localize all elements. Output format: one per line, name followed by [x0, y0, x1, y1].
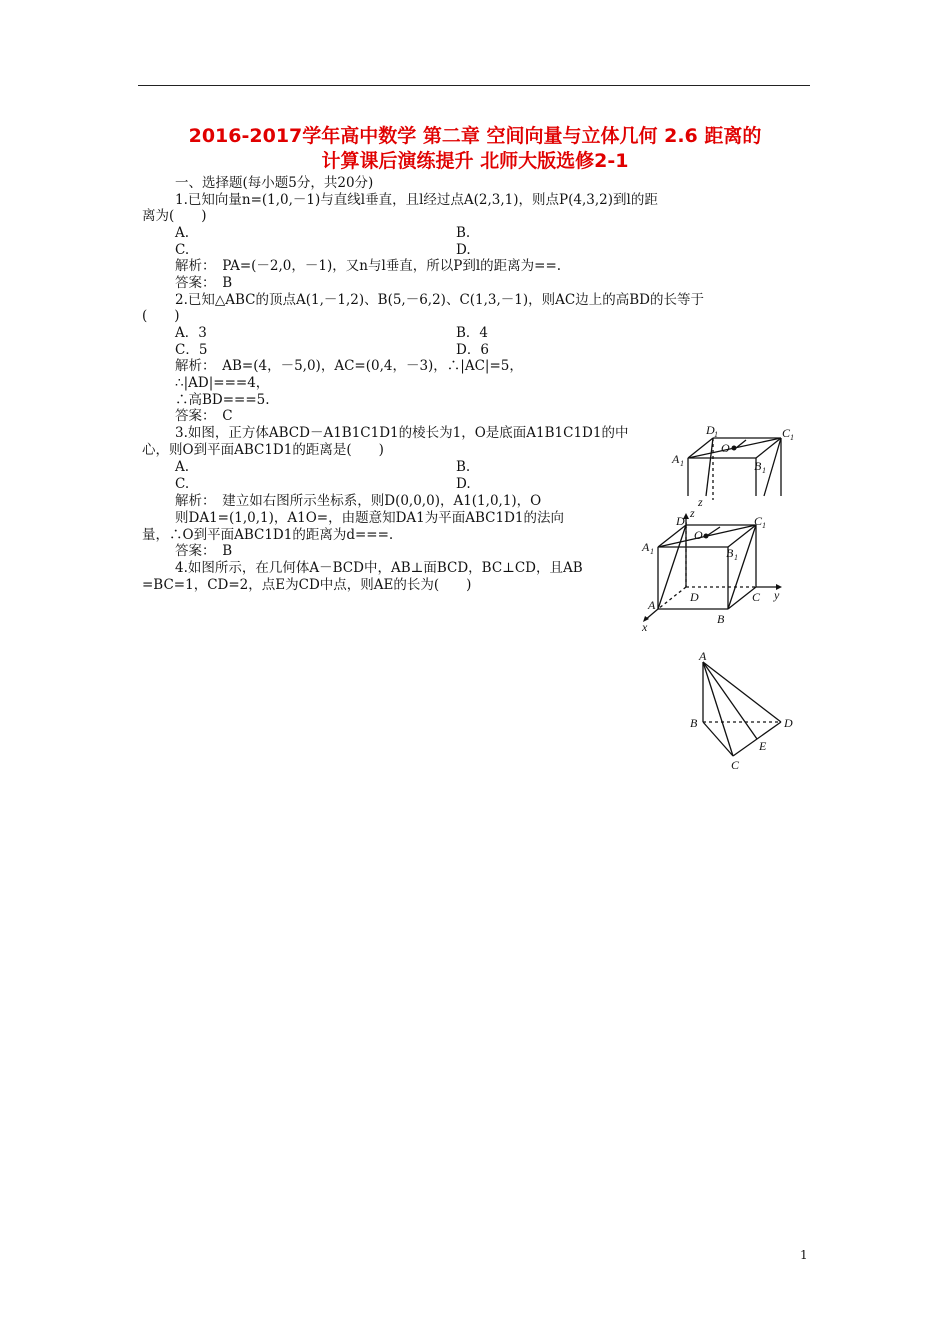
label-sub: 1 [680, 459, 684, 468]
label-e: E [759, 739, 767, 753]
q1-option-b: B. [456, 225, 471, 241]
q3-option-a: A. [175, 459, 190, 475]
label-b: B [690, 716, 698, 730]
label-o: O [694, 528, 703, 542]
q2-text-cont: ( ) [142, 308, 180, 324]
label-z: z [698, 495, 703, 509]
label-z: z [690, 506, 695, 520]
q3-text: 3.如图，正方体ABCD－A1B1C1D1的棱长为1，O是底面A1B1C1D1的中 [175, 425, 629, 441]
q2-solution-2: ∴|AD|===4， [175, 375, 270, 391]
label-a1: A [642, 540, 650, 554]
q2-option-d: D．6 [456, 342, 489, 358]
q2-text: 2.已知△ABC的顶点A(1,－1,2)、B(5,－6,2)、C(1,3,－1)，则AC边上的高BD的长等于 [175, 292, 704, 308]
label-d1: D [676, 514, 685, 528]
q1-text-cont: 离为( ) [142, 208, 207, 224]
label-a: A [648, 598, 656, 612]
label-sub: 1 [650, 547, 654, 556]
label-d: D [706, 423, 715, 437]
q1-option-d: D. [456, 242, 471, 258]
q2-answer: 答案： C [175, 408, 233, 424]
label-b: B [754, 459, 762, 473]
cube-figure-coordinates [640, 505, 790, 635]
label-c1: C [754, 514, 763, 528]
label-sub: 1 [762, 521, 766, 530]
label-y: y [774, 588, 780, 602]
q1-solution: 解析： PA=(－2,0，－1)，又n与l垂直，所以P到l的距离为==. [175, 258, 562, 274]
doc-title-line1: 2016-2017学年高中数学 第二章 空间向量与立体几何 2.6 距离的 [188, 125, 762, 147]
q3-solution-2: 则DA1=(1,0,1)，A1O=，由题意知DA1为平面ABC1D1的法向 [175, 510, 564, 526]
q3-option-d: D. [456, 476, 471, 492]
q2-solution: 解析： AB=(4，－5,0)，AC=(0,4，－3)，∴|AC|=5， [175, 358, 523, 374]
q3-solution-3: 量，∴O到平面ABC1D1的距离为d===. [142, 527, 394, 543]
tetrahedron-figure [685, 648, 800, 773]
label-a: A [672, 452, 680, 466]
label-o: O [721, 441, 730, 455]
q2-option-b: B．4 [456, 325, 489, 341]
doc-title-line2: 计算课后演练提升 北师大版选修2-1 [321, 150, 629, 172]
q3-option-b: B. [456, 459, 471, 475]
q1-answer: 答案： B [175, 275, 233, 291]
page-number: 1 [800, 1248, 808, 1262]
header-rule [138, 85, 810, 86]
q2-option-c: C．5 [175, 342, 208, 358]
label-d: D [690, 590, 699, 604]
q2-option-a: A．3 [175, 325, 207, 341]
q3-option-c: C. [175, 476, 190, 492]
q1-option-a: A. [175, 225, 190, 241]
label-sub: 1 [734, 553, 738, 562]
q3-answer: 答案： B [175, 543, 233, 559]
label-sub: 1 [762, 466, 766, 475]
q1-option-c: C. [175, 242, 190, 258]
q3-solution: 解析： 建立如右图所示坐标系，则D(0,0,0)，A1(1,0,1)，O [175, 493, 542, 509]
q1-text: 1.已知向量n=(1,0,－1)与直线l垂直，且l经过点A(2,3,1)，则点P(4,3,2)到l的距 [175, 192, 658, 208]
label-c: C [782, 426, 791, 440]
label-c: C [752, 590, 761, 604]
label-c: C [731, 758, 740, 772]
label-a: A [699, 649, 707, 663]
label-d: D [784, 716, 793, 730]
q2-solution-3: ∴高BD===5. [175, 392, 270, 408]
label-x: x [642, 620, 648, 634]
q3-text-cont: 心，则O到平面ABC1D1的距离是( ) [142, 442, 384, 458]
q4-text-cont: =BC=1，CD=2，点E为CD中点，则AE的长为( ) [142, 577, 472, 593]
q4-text: 4.如图所示，在几何体A－BCD中，AB⊥面BCD，BC⊥CD，且AB [175, 560, 583, 576]
section-heading: 一、选择题(每小题5分，共20分) [175, 175, 374, 191]
label-b: B [717, 612, 725, 626]
cube-figure-top [668, 420, 798, 512]
label-sub: 1 [790, 433, 794, 442]
label-b1: B [726, 546, 734, 560]
label-sub: 1 [684, 521, 688, 530]
label-sub: 1 [714, 430, 718, 439]
